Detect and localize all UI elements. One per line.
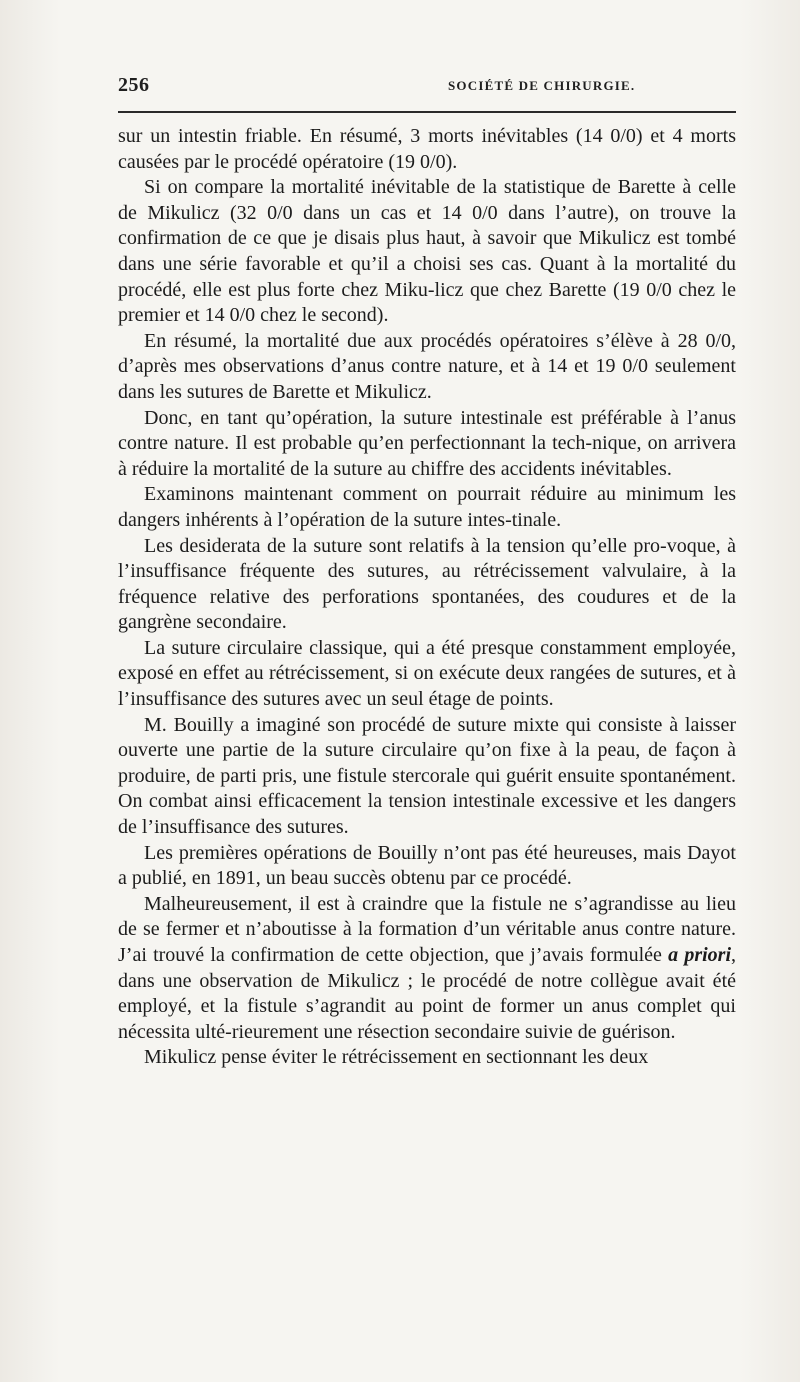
- paragraph: Donc, en tant qu’opération, la suture intestinale est préférable à l’anus contre nature. Il est probable qu’en perfectionnant la tech-nique, on arrivera à réduire la mortalité de la suture au chiffre des accidents inévitables.: [118, 406, 736, 480]
- paragraph: En résumé, la mortalité due aux procédés opératoires s’élève à 28 0/0, d’après mes observations d’anus contre nature, et à 14 et 19 0/0 seulement dans les sutures de Barette et Mikulicz.: [118, 329, 736, 403]
- paragraph: Les desiderata de la suture sont relatifs à la tension qu’elle pro-voque, à l’insuffisance fréquente des sutures, au rétrécissement valvulaire, à la fréquence relative des perforations spontanées, des coudures et de la gangrène secondaire.: [118, 534, 736, 634]
- body-text: [118, 124, 736, 1071]
- paragraph: M. Bouilly a imaginé son procédé de suture mixte qui consiste à laisser ouverte une partie de la suture circulaire qu’on fixe à la peau, de façon à produire, de parti pris, une fistule stercorale qui guérit ensuite spontanément. On combat ainsi efficacement la tension intestinale excessive et les dangers de l’insuffisance des sutures.: [118, 713, 736, 839]
- paragraph: sur un intestin friable. En résumé, 3 morts inévitables (14 0/0) et 4 morts causées par le procédé opératoire (19 0/0).: [118, 125, 736, 173]
- paragraph: Mikulicz pense éviter le rétrécissement en sectionnant les deux: [144, 1046, 649, 1069]
- paragraph: Les premières opérations de Bouilly n’ont pas été heureuses, mais Dayot a publié, en 1891, un beau succès obtenu par ce procédé.: [118, 841, 736, 890]
- paragraph: La suture circulaire classique, qui a été presque constamment employée, exposé en effet au rétrécissement, si on exécute deux rangées de sutures, et à l’insuffisance des sutures avec un seul étage de points.: [118, 636, 736, 711]
- header-rule: [118, 111, 736, 113]
- running-head: SOCIÉTÉ DE CHIRURGIE.: [448, 78, 636, 93]
- paragraph: Si on compare la mortalité inévitable de la statistique de Barette à celle de Mikulicz (32 0/0 dans un cas et 14 0/0 dans l’autre), on trouve la confirmation de ce que je disais plus haut, à savoir que Mikulicz est tombé dans une série favorable et qu’il a choisi ses cas. Quant à la mortalité du procédé, elle est plus forte chez Miku-licz que chez Barette (19 0/0 chez le premier et 14 0/0 chez le second).: [118, 176, 736, 327]
- italic-emphasis: a priori: [668, 944, 732, 966]
- paragraph-text: , dans une observation de Mikulicz ; le procédé de notre collègue avait été employé, et la fistule s’agrandit au point de former un anus complet qui nécessita ulté-rieurement une résection secondaire suivie de guérison.: [118, 944, 737, 1043]
- paragraph-text: Malheureusement, il est à craindre que la fistule ne s’agrandisse au lieu de se fermer et n’aboutisse à la formation d’un véritable anus contre nature. J’ai trouvé la confirmation de cette objection, que j’avais formulée: [118, 892, 736, 966]
- page-number: 256: [118, 74, 150, 96]
- page-header: [118, 74, 738, 100]
- paragraph: [118, 892, 736, 1046]
- paragraph: Examinons maintenant comment on pourrait réduire au minimum les dangers inhérents à l’opération de la suture intes-tinale.: [118, 483, 736, 531]
